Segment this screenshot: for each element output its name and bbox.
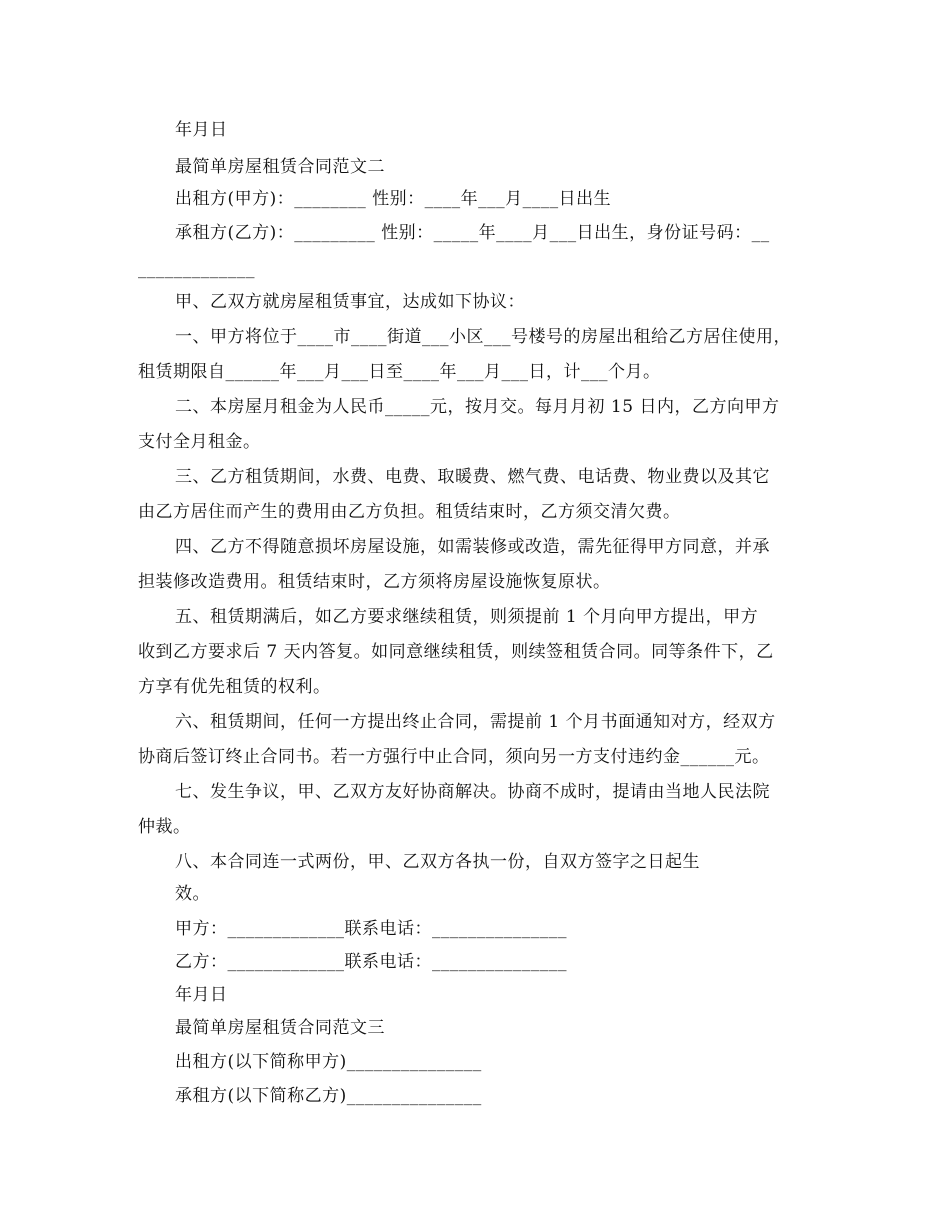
- clause-7-line-2: 仲裁。: [138, 817, 191, 837]
- section-title-2: 最简单房屋租赁合同范文二: [175, 157, 385, 177]
- date-line: 年月日: [175, 120, 228, 140]
- lessor-line: 出租方(甲方)：________ 性别：____年___月____日出生: [175, 189, 612, 209]
- clause-5-line-3: 方享有优先租赁的权利。: [138, 677, 331, 697]
- clause-1-line-1: 一、甲方将位于____市____街道___小区___号楼号的房屋出租给乙方居住使用，: [175, 327, 791, 347]
- date-line-2: 年月日: [175, 985, 228, 1005]
- party-b-signature-line: 乙方：_____________联系电话：_______________: [175, 952, 567, 972]
- clause-5-line-1: 五、租赁期满后，如乙方要求继续租赁，则须提前 1 个月向甲方提出，甲方: [175, 607, 759, 627]
- section-title-3: 最简单房屋租赁合同范文三: [175, 1018, 385, 1038]
- lessee-abbrev-line: 承租方(以下简称乙方)_______________: [175, 1086, 482, 1106]
- clause-1-line-2: 租赁期限自______年___月___日至____年___月___日，计___个月。: [138, 362, 661, 382]
- clause-4-line-2: 担装修改造费用。租赁结束时，乙方须将房屋设施恢复原状。: [138, 572, 611, 592]
- clause-7-line-1: 七、发生争议，甲、乙双方友好协商解决。协商不成时，提请由当地人民法院: [175, 782, 770, 802]
- clause-3-line-2: 由乙方居住而产生的费用由乙方负担。租赁结束时，乙方须交清欠费。: [138, 502, 681, 522]
- lessee-line: 承租方(乙方)：_________ 性别：_____年____月___日出生，身份证号码：__: [175, 223, 770, 243]
- clause-2-line-2: 支付全月租金。: [138, 432, 261, 452]
- clause-6-line-2: 协商后签订终止合同书。若一方强行中止合同，须向另一方支付违约金______元。: [138, 747, 770, 767]
- agreement-intro: 甲、乙双方就房屋租赁事宜，达成如下协议：: [175, 292, 525, 312]
- clause-3-line-1: 三、乙方租赁期间，水费、电费、取暖费、燃气费、电话费、物业费以及其它: [175, 467, 770, 487]
- clause-8-line-2: 效。: [175, 884, 210, 904]
- clause-5-line-2: 收到乙方要求后 7 天内答复。如同意继续租赁，则续签租赁合同。同等条件下，乙: [138, 642, 774, 662]
- clause-8-line-1: 八、本合同连一式两份，甲、乙双方各执一份，自双方签字之日起生: [175, 852, 700, 872]
- party-a-signature-line: 甲方：_____________联系电话：_______________: [175, 919, 567, 939]
- id-number-blank: _____________: [138, 259, 255, 279]
- clause-2-line-1: 二、本房屋月租金为人民币_____元，按月交。每月月初 15 日内，乙方向甲方: [175, 397, 780, 417]
- lessor-abbrev-line: 出租方(以下简称甲方)_______________: [175, 1052, 482, 1072]
- clause-4-line-1: 四、乙方不得随意损坏房屋设施，如需装修或改造，需先征得甲方同意，并承: [175, 537, 770, 557]
- clause-6-line-1: 六、租赁期间，任何一方提出终止合同，需提前 1 个月书面通知对方，经双方: [175, 712, 776, 732]
